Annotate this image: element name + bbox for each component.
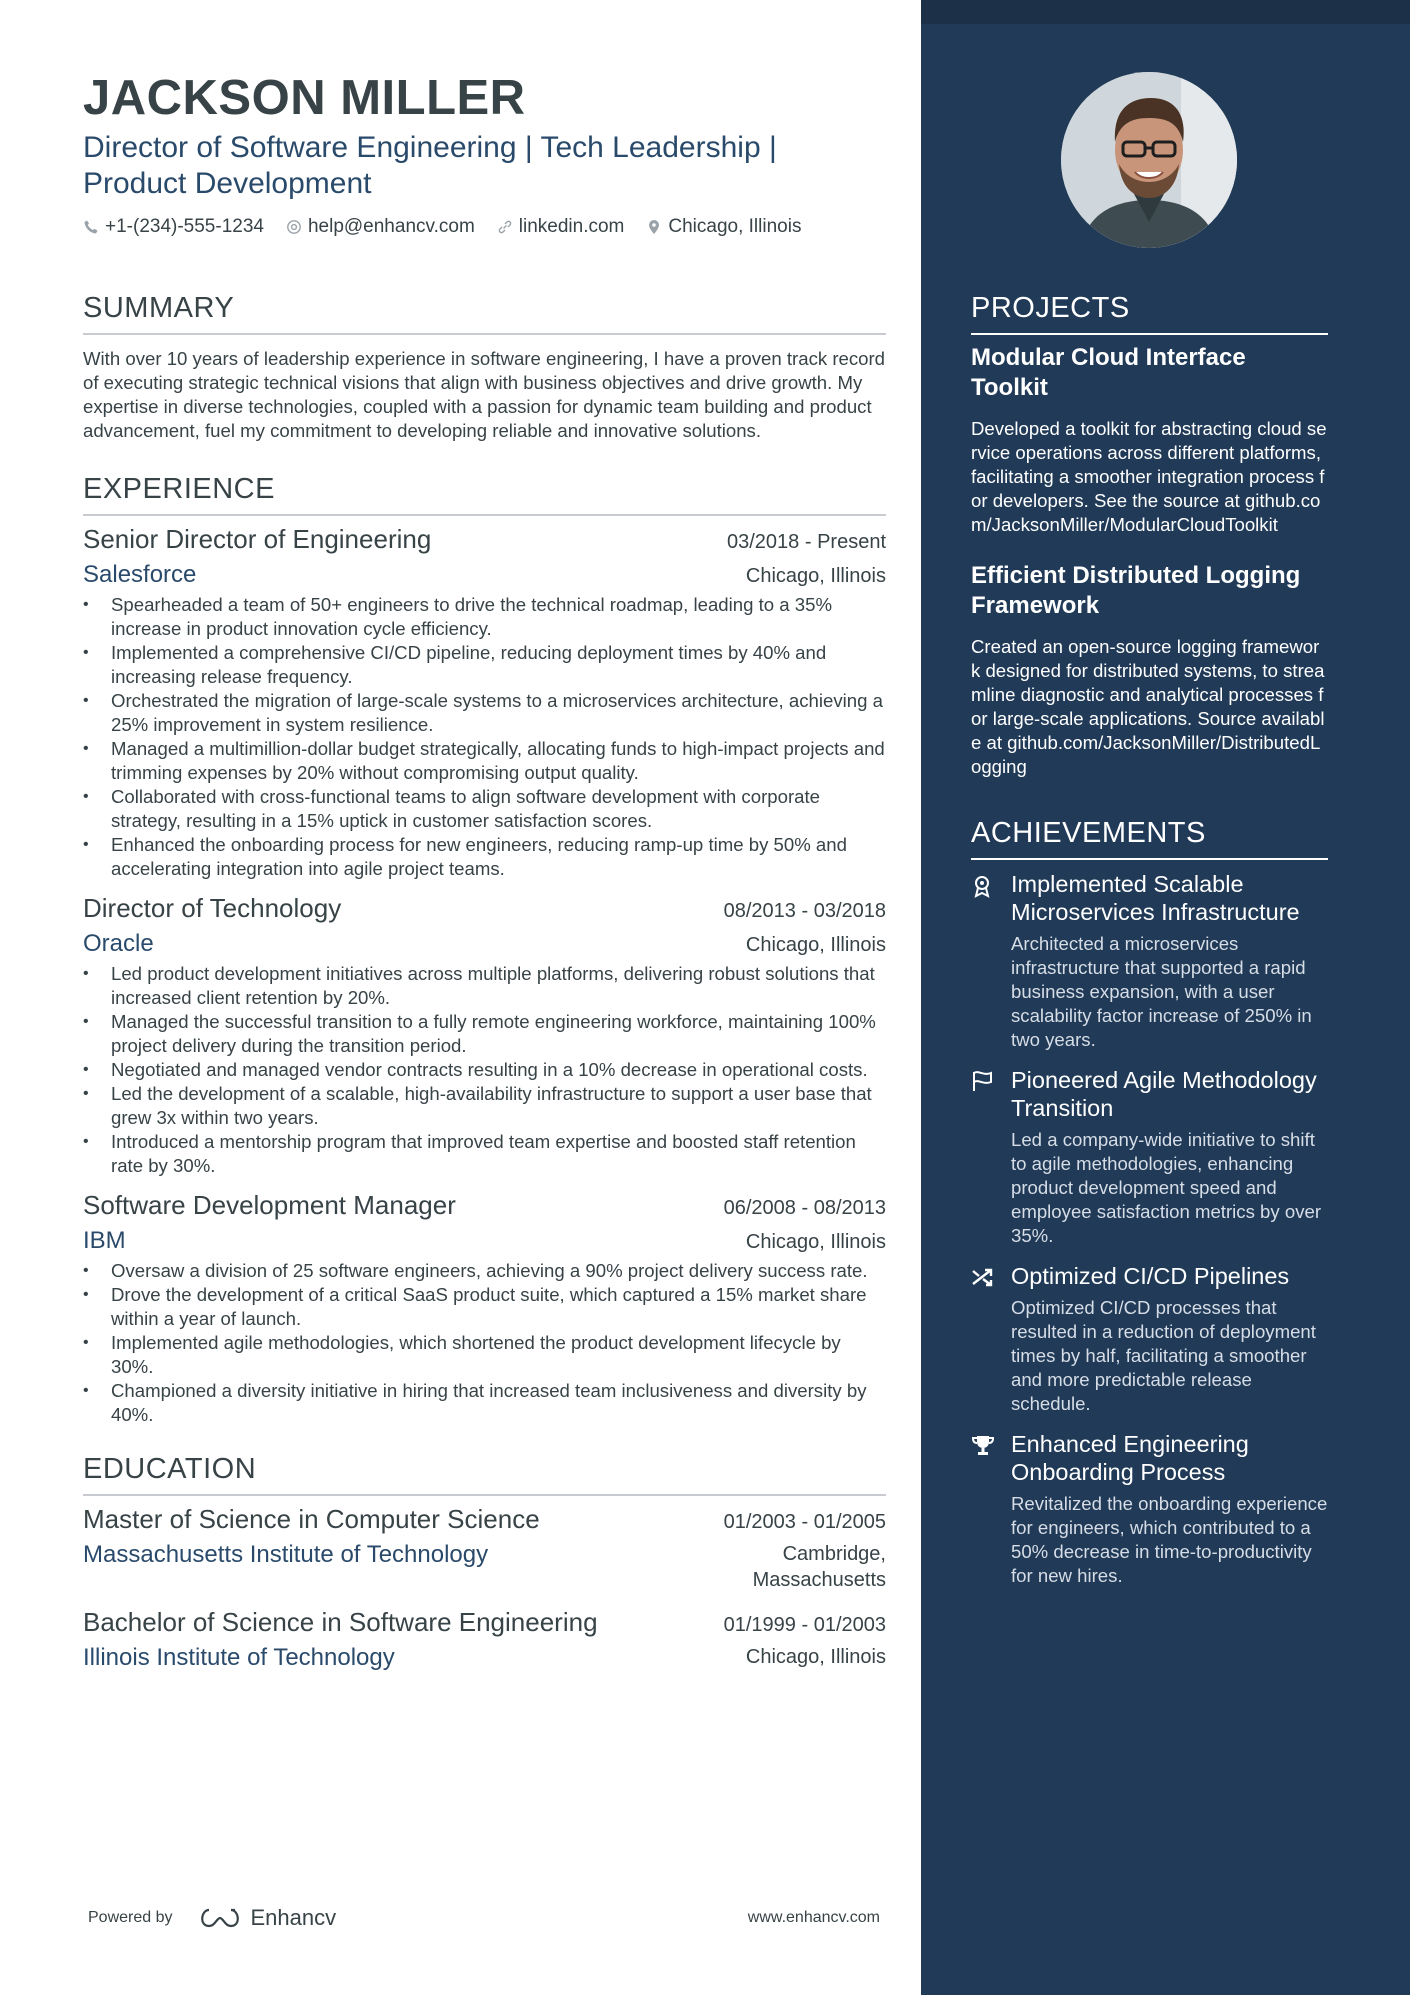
projects-heading: PROJECTS xyxy=(971,292,1328,335)
achievement-title: Optimized CI/CD Pipelines xyxy=(1011,1263,1290,1289)
job-company: Salesforce xyxy=(83,561,197,588)
project-description: Created an open-source logging framework designed for distributed systems, to streamline diagnostic and analytical processes for large-scale applications. Source available at github.com/JacksonMiller/DistributedLogging xyxy=(971,636,1325,777)
achievement-entry xyxy=(971,1262,1328,1416)
achievement-entry xyxy=(971,1066,1328,1248)
job-location: Chicago, Illinois xyxy=(745,934,886,956)
sidebar-content xyxy=(971,292,1328,1588)
enhancv-logo-icon xyxy=(197,1906,243,1930)
achievements-heading: ACHIEVEMENTS xyxy=(971,817,1328,860)
bullet-item: • Led product development initiatives across multiple platforms, delivering robust solutions that increased client retention by 20%. xyxy=(83,962,886,1010)
job-dates: 08/2013 - 03/2018 xyxy=(723,900,886,922)
sidebar-top-bar xyxy=(921,0,1410,24)
education-location-line: Cambridge, xyxy=(782,1543,886,1565)
contact-linkedin[interactable] xyxy=(497,216,625,238)
bullet-item: • Implemented agile methodologies, which shortened the product development lifecycle by 30%. xyxy=(83,1331,886,1379)
achievement-title: Implemented Scalable Microservices Infrastructure xyxy=(1011,871,1300,925)
candidate-name: JACKSON MILLER xyxy=(83,71,526,125)
powered-by xyxy=(88,1905,336,1931)
bullet-item: • Drove the development of a critical SaaS product suite, which captured a 15% market share within a year of launch. xyxy=(83,1283,886,1331)
contact-location xyxy=(646,216,801,238)
job-bullets xyxy=(83,962,886,1178)
summary-heading: SUMMARY xyxy=(83,292,886,335)
education-dates: 01/2003 - 01/2005 xyxy=(723,1511,886,1533)
job-dates: 03/2018 - Present xyxy=(727,531,886,553)
job-company: IBM xyxy=(83,1227,126,1254)
job-title: Software Development Manager xyxy=(83,1190,456,1220)
flag-icon xyxy=(971,1070,995,1092)
school-name: Massachusetts Institute of Technology xyxy=(83,1541,489,1568)
education-location-line: Chicago, Illinois xyxy=(745,1646,886,1668)
job-bullets xyxy=(83,1259,886,1427)
education-entry xyxy=(83,1504,886,1593)
enhancv-logo[interactable] xyxy=(197,1905,337,1931)
achievement-title: Enhanced Engineering Onboarding Process xyxy=(1011,1431,1249,1485)
bullet-item: • Managed a multimillion-dollar budget strategically, allocating funds to high-impact projects and trimming expenses by 20% without compromising output quality. xyxy=(83,737,886,785)
avatar xyxy=(1061,72,1237,248)
email-text: help@enhancv.com xyxy=(307,216,475,237)
contact-phone[interactable] xyxy=(83,216,264,238)
education-location xyxy=(753,1541,886,1593)
job-entry xyxy=(83,893,886,1178)
bullet-item: • Oversaw a division of 25 software engineers, achieving a 90% project delivery success rate. xyxy=(83,1259,886,1283)
location-text: Chicago, Illinois xyxy=(668,216,802,237)
bullet-item: • Led the development of a scalable, high-availability infrastructure to support a user base that grew 3x within two years. xyxy=(83,1082,886,1130)
trophy-icon xyxy=(971,1434,995,1456)
bullet-item: • Introduced a mentorship program that improved team expertise and boosted staff retention rate by 30%. xyxy=(83,1130,886,1178)
achievement-entry xyxy=(971,1430,1328,1588)
degree-title: Master of Science in Computer Science xyxy=(83,1504,540,1534)
link-icon xyxy=(497,219,513,235)
award-icon xyxy=(971,874,993,898)
achievement-description: Led a company-wide initiative to shift to agile methodologies, enhancing product development speed and employee satisfaction metrics by over 35%. xyxy=(1011,1129,1322,1246)
bullet-item: • Enhanced the onboarding process for new engineers, reducing ramp-up time by 50% and accelerating integration into agile project teams. xyxy=(83,833,886,881)
achievement-description: Revitalized the onboarding experience for engineers, which contributed to a 50% decrease in time-to-productivity for new hires. xyxy=(1011,1493,1328,1586)
headline: Director of Software Engineering | Tech Leadership | Product Development xyxy=(83,131,777,200)
contact-bar xyxy=(83,216,921,238)
achievement-entry xyxy=(971,870,1328,1052)
project-entry xyxy=(971,343,1328,537)
phone-icon xyxy=(83,219,99,235)
footer xyxy=(88,1905,880,1931)
at-icon xyxy=(286,219,302,235)
job-location: Chicago, Illinois xyxy=(745,565,886,587)
summary-text: With over 10 years of leadership experience in software engineering, I have a proven track record of executing strategic technical visions that align with business objectives and drive growth. My expertise in diverse technologies, coupled with a passion for dynamic team building and product advancement, fuel my commitment to developing reliable and innovative solutions. xyxy=(83,348,886,441)
job-title: Senior Director of Engineering xyxy=(83,524,432,554)
bullet-item: • Managed the successful transition to a fully remote engineering workforce, maintaining 100% project delivery during the transition period. xyxy=(83,1010,886,1058)
job-company: Oracle xyxy=(83,930,154,957)
job-title: Director of Technology xyxy=(83,893,342,923)
school-name: Illinois Institute of Technology xyxy=(83,1644,395,1671)
degree-title: Bachelor of Science in Software Engineering xyxy=(83,1607,598,1637)
enhancv-brand: Enhancv xyxy=(250,1905,337,1930)
education-heading: EDUCATION xyxy=(83,1453,886,1496)
powered-by-label: Powered by xyxy=(88,1909,173,1926)
education-location-line: Massachusetts xyxy=(752,1569,886,1591)
education-entry xyxy=(83,1607,886,1672)
phone-text: +1-(234)-555-1234 xyxy=(105,216,264,237)
education-dates: 01/1999 - 01/2003 xyxy=(723,1614,886,1636)
bullet-item: • Collaborated with cross-functional teams to align software development with corporate strategy, resulting in a 15% uptick in customer satisfaction scores. xyxy=(83,785,886,833)
project-description: Developed a toolkit for abstracting cloud service operations across different platforms, facilitating a smoother integration process for developers. See the source at github.com/JacksonMiller/ModularCloudToolkit xyxy=(971,418,1327,535)
project-name: Efficient Distributed Logging Framework xyxy=(971,562,1301,619)
project-name: Modular Cloud Interface Toolkit xyxy=(971,344,1246,401)
job-entry xyxy=(83,1190,886,1427)
job-dates: 06/2008 - 08/2013 xyxy=(723,1197,886,1219)
shuffle-icon xyxy=(971,1266,995,1288)
profile-photo xyxy=(1061,72,1237,248)
bullet-item: • Orchestrated the migration of large-scale systems to a microservices architecture, achieving a 25% improvement in system resilience. xyxy=(83,689,886,737)
location-pin-icon xyxy=(646,219,662,235)
sidebar xyxy=(921,0,1410,1995)
achievement-title: Pioneered Agile Methodology Transition xyxy=(1011,1067,1317,1121)
bullet-item: • Negotiated and managed vendor contracts resulting in a 10% decrease in operational costs. xyxy=(83,1058,886,1082)
bullet-item: • Championed a diversity initiative in hiring that increased team inclusiveness and diversity by 40%. xyxy=(83,1379,886,1427)
achievement-description: Architected a microservices infrastructure that supported a rapid business expansion, with a user scalability factor increase of 250% in two years. xyxy=(1011,933,1312,1050)
contact-email[interactable] xyxy=(286,216,475,238)
bullet-item: • Implemented a comprehensive CI/CD pipeline, reducing deployment times by 40% and increasing release frequency. xyxy=(83,641,886,689)
footer-website[interactable]: www.enhancv.com xyxy=(747,1909,880,1926)
achievement-description: Optimized CI/CD processes that resulted in a reduction of deployment times by half, facilitating a smoother and more predictable release schedule. xyxy=(1011,1297,1316,1414)
job-location: Chicago, Illinois xyxy=(745,1231,886,1253)
job-bullets xyxy=(83,593,886,881)
bullet-item: • Spearheaded a team of 50+ engineers to drive the technical roadmap, leading to a 35% increase in product innovation cycle efficiency. xyxy=(83,593,886,641)
job-entry xyxy=(83,524,886,881)
education-location xyxy=(746,1644,886,1670)
experience-heading: EXPERIENCE xyxy=(83,473,886,516)
project-entry xyxy=(971,561,1328,779)
linkedin-text: linkedin.com xyxy=(518,216,625,237)
